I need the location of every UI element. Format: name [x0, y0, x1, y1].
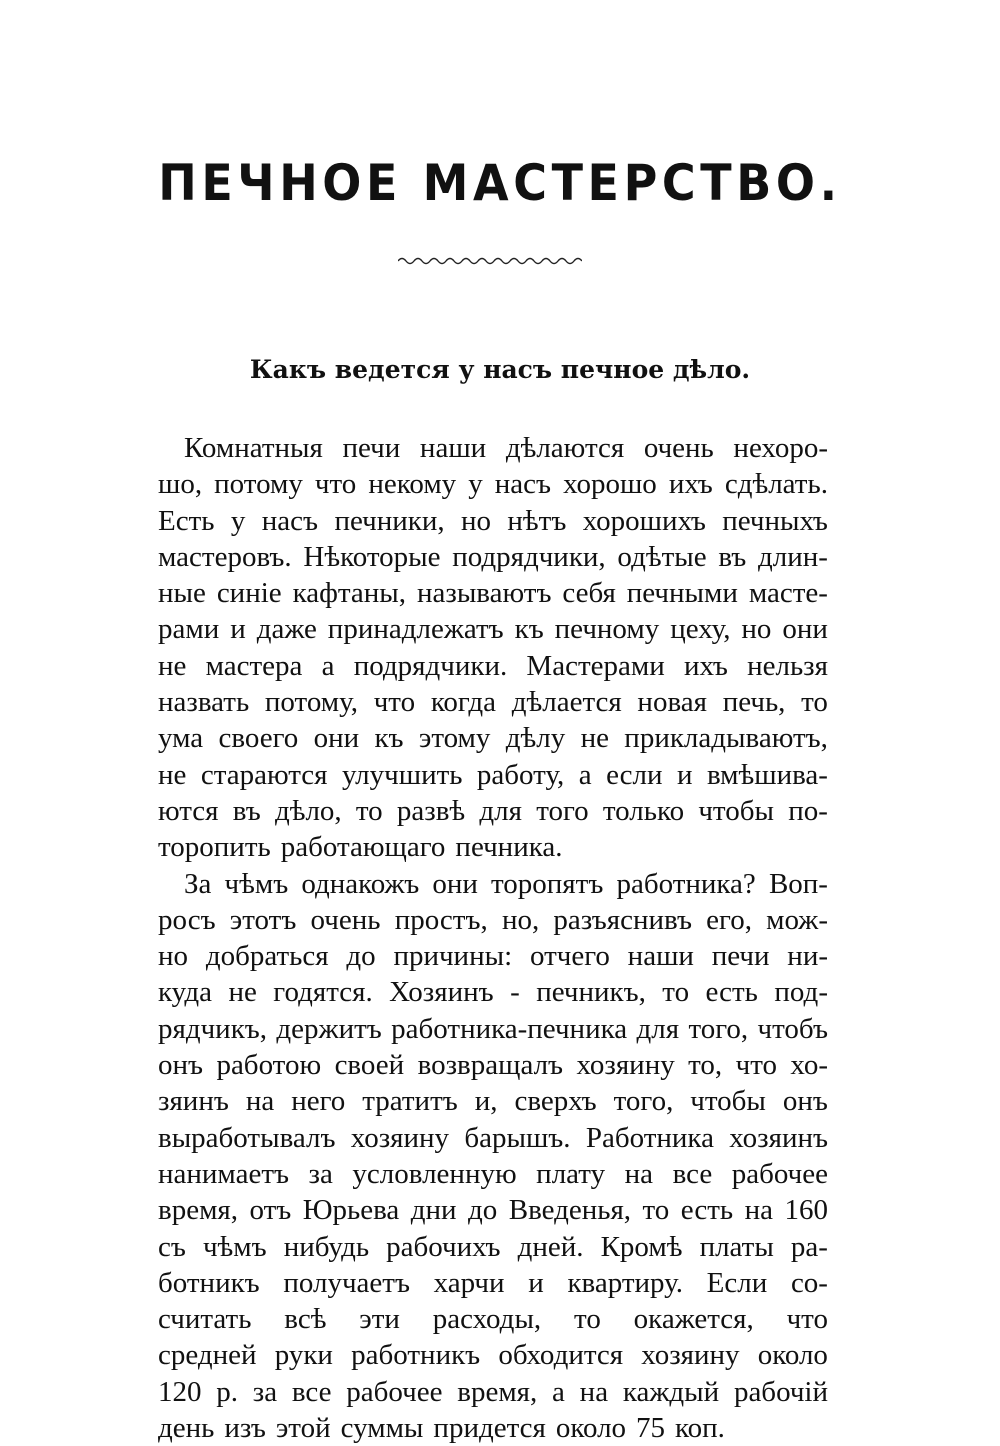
word: расходы,	[432, 1303, 542, 1336]
decorative-divider	[398, 254, 582, 268]
word: у	[468, 468, 483, 501]
word: работника?	[616, 867, 756, 900]
word: некому	[368, 468, 457, 501]
word: работника-печника	[391, 1012, 628, 1045]
word: За	[184, 867, 212, 900]
word: за	[308, 1157, 333, 1190]
word: росъ	[158, 903, 216, 936]
word: изъ	[224, 1412, 266, 1445]
word: дней.	[517, 1230, 584, 1263]
word: рабочихъ	[386, 1230, 501, 1263]
word: до	[468, 1194, 498, 1227]
word: вмѣшива-	[706, 758, 828, 791]
word: ихъ	[668, 468, 713, 501]
text-line	[158, 1229, 828, 1265]
word: рабочее	[346, 1375, 443, 1408]
text-line	[158, 1047, 828, 1083]
word: не	[158, 758, 187, 791]
word: новая	[637, 686, 707, 719]
body-text	[158, 430, 828, 1446]
word: держитъ	[276, 1012, 382, 1045]
word: чтобы	[690, 1085, 766, 1118]
word: подрядчики.	[353, 649, 508, 682]
word: и,	[474, 1085, 498, 1118]
word: чѣмъ	[202, 1230, 267, 1263]
word: всѣ	[284, 1303, 327, 1336]
word: но	[741, 613, 772, 646]
text-line	[158, 1265, 828, 1301]
word: нибудь	[283, 1230, 370, 1263]
word: плату	[536, 1157, 606, 1190]
word: хозяину	[350, 1121, 450, 1154]
word: то	[355, 794, 383, 827]
word: они	[782, 613, 828, 646]
word: рами	[158, 613, 220, 646]
word: нѣтъ	[507, 504, 567, 537]
word: не	[158, 649, 187, 682]
word: р.	[216, 1375, 239, 1408]
word: хорошихъ	[582, 504, 706, 537]
word: хо-	[790, 1049, 828, 1082]
word: наши	[419, 432, 487, 464]
word: харчи	[433, 1266, 505, 1299]
word: около	[757, 1339, 828, 1372]
word: печь,	[722, 686, 786, 719]
word: Если	[706, 1266, 768, 1299]
word: того,	[613, 1085, 674, 1118]
word: простъ,	[394, 903, 488, 936]
word: печными	[626, 577, 738, 610]
word: Есть	[158, 504, 215, 537]
chapter-title: ПЕЧНОЕ МАСТЕРСТВО.	[158, 154, 842, 212]
word: къ	[514, 613, 544, 646]
word: не	[228, 976, 257, 1009]
word: печники,	[334, 504, 445, 537]
word: квартиру.	[567, 1266, 683, 1299]
word: что	[786, 1303, 828, 1336]
word: возвращалъ	[417, 1049, 564, 1082]
word: дни	[410, 1194, 457, 1227]
word: ются	[158, 794, 219, 827]
word: средней	[158, 1339, 257, 1372]
word: къ	[374, 722, 404, 755]
word: до	[346, 940, 376, 973]
word: торопить	[158, 831, 271, 864]
word: а	[552, 1375, 565, 1408]
word: не	[580, 722, 609, 755]
text-line	[158, 866, 828, 902]
word: того	[536, 794, 589, 827]
word: прикладываютъ,	[624, 722, 828, 755]
word: и	[676, 758, 693, 791]
text-line	[158, 575, 828, 611]
word: ботникъ	[158, 1266, 260, 1299]
word: синіе	[216, 577, 282, 610]
word: окажется,	[633, 1303, 754, 1336]
word: ихъ	[683, 649, 728, 682]
word: разъяснивъ	[553, 903, 692, 936]
word: длин-	[758, 540, 828, 573]
word: масте-	[748, 577, 828, 610]
text-line	[158, 757, 828, 793]
word: этому	[418, 722, 491, 755]
word: нельзя	[747, 649, 828, 682]
word: на	[744, 1194, 773, 1227]
word: работающаго	[280, 831, 446, 864]
section-subtitle: Какъ ведется у насъ печное дѣло.	[249, 355, 751, 384]
word: 160	[784, 1194, 828, 1227]
word: то	[642, 1194, 670, 1227]
text-line	[158, 938, 828, 974]
word: кафтаны,	[292, 577, 407, 610]
word: время,	[158, 1194, 239, 1227]
word: нанимаетъ	[158, 1157, 289, 1190]
word: хозяину	[576, 1049, 675, 1082]
word: хозяину	[641, 1339, 740, 1372]
word: -	[510, 976, 520, 1009]
text-line	[158, 539, 828, 575]
word: того,	[688, 1012, 749, 1045]
word: куда	[158, 976, 212, 1009]
word: все	[672, 1157, 713, 1190]
word: насъ	[494, 468, 552, 501]
word: но	[158, 940, 189, 973]
word: рабочій	[733, 1375, 828, 1408]
word: работникъ	[351, 1339, 481, 1372]
word: этотъ	[229, 903, 297, 936]
text-line	[158, 720, 828, 756]
word: назвать	[158, 686, 250, 719]
word: ума	[158, 722, 204, 755]
word: мож-	[766, 903, 828, 936]
word: своей	[334, 1049, 405, 1082]
text-line	[158, 974, 828, 1010]
word: Комнатныя	[184, 432, 323, 464]
text-line	[158, 430, 828, 466]
word: печи	[342, 432, 401, 464]
word: руки	[274, 1339, 333, 1372]
word: дѣло,	[274, 794, 342, 827]
word: придется	[433, 1412, 546, 1445]
text-line	[158, 1120, 828, 1156]
word: своего	[218, 722, 299, 755]
word: считать	[158, 1303, 252, 1336]
word: причины:	[393, 940, 513, 973]
word: то	[801, 686, 828, 719]
word: подрядчики,	[452, 540, 606, 573]
word: ные	[158, 577, 206, 610]
text-line	[158, 684, 828, 720]
word: 120	[158, 1375, 202, 1408]
word: что	[735, 1049, 777, 1082]
word: то	[662, 976, 690, 1009]
word: него	[291, 1085, 346, 1118]
word: работою	[216, 1049, 322, 1082]
text-line	[158, 1374, 828, 1410]
word: для	[479, 794, 522, 827]
word: отъ	[249, 1194, 292, 1227]
text-line	[158, 1011, 828, 1047]
word: шо,	[158, 468, 203, 501]
word: онъ	[158, 1049, 204, 1082]
word: отчего	[529, 940, 610, 973]
word: въ	[718, 540, 747, 573]
word: мастера	[205, 649, 303, 682]
word: ни-	[787, 940, 828, 973]
text-line	[158, 902, 828, 938]
word: торопятъ	[491, 867, 604, 900]
word: Хозяинъ	[389, 976, 494, 1009]
word: себя	[562, 577, 616, 610]
word: хорошо	[563, 468, 657, 501]
word: но,	[501, 903, 540, 936]
word: онъ	[782, 1085, 828, 1118]
word: очень	[643, 432, 714, 464]
word: суммы	[340, 1412, 424, 1445]
word: что	[314, 468, 357, 501]
word: однакожъ	[301, 867, 420, 900]
word: очень	[310, 903, 381, 936]
word: барышъ.	[464, 1121, 571, 1154]
word: годятся.	[273, 976, 373, 1009]
text-line	[158, 611, 828, 647]
word: Работника	[585, 1121, 714, 1154]
word: получаетъ	[283, 1266, 410, 1299]
word: то	[574, 1303, 601, 1336]
word: печника.	[455, 831, 563, 864]
text-line	[158, 1301, 828, 1337]
word: есть	[705, 976, 758, 1009]
word: Воп-	[768, 867, 828, 900]
word: называютъ	[416, 577, 552, 610]
word: за	[252, 1375, 278, 1408]
word: на	[579, 1375, 609, 1408]
word: печныхъ	[722, 504, 828, 537]
word: дѣлу	[505, 722, 566, 755]
word: что	[373, 686, 416, 719]
word: если	[606, 758, 663, 791]
word: Кромѣ	[600, 1230, 683, 1263]
text-line	[158, 1083, 828, 1119]
word: под-	[774, 976, 828, 1009]
word: одѣтые	[617, 540, 707, 573]
word: каждый	[622, 1375, 720, 1408]
word: съ	[158, 1230, 186, 1263]
text-line	[158, 1192, 828, 1228]
word: сдѣлать.	[724, 468, 828, 501]
word: и	[230, 613, 246, 646]
word: насъ	[261, 504, 319, 537]
word: у	[230, 504, 246, 537]
word: со-	[790, 1266, 828, 1299]
word: когда	[430, 686, 497, 719]
word: платы	[699, 1230, 774, 1263]
word: въ	[232, 794, 261, 827]
word: развѣ	[396, 794, 466, 827]
word: рабочее	[731, 1157, 828, 1190]
word: цеху,	[670, 613, 731, 646]
word: выработывалъ	[158, 1121, 336, 1154]
word: даже	[256, 613, 317, 646]
word: потому,	[264, 686, 358, 719]
word: хозяинъ	[729, 1121, 828, 1154]
word: печникъ,	[536, 976, 646, 1009]
word: улучшить	[341, 758, 463, 791]
word: мастеровъ.	[158, 540, 292, 573]
text-line	[158, 829, 828, 865]
word: они	[313, 722, 360, 755]
word: эти	[359, 1303, 400, 1336]
word: этой	[275, 1412, 331, 1445]
text-line	[158, 1410, 828, 1446]
word: условленную	[352, 1157, 517, 1190]
word: время,	[457, 1375, 538, 1408]
word: но	[460, 504, 492, 537]
word: работу,	[476, 758, 565, 791]
text-line	[158, 648, 828, 684]
word: чѣмъ	[224, 867, 289, 900]
word: Юрьева	[302, 1194, 400, 1227]
text-line	[158, 466, 828, 502]
word: а	[578, 758, 592, 791]
word: тратитъ	[362, 1085, 458, 1118]
word: дѣлается	[511, 686, 622, 719]
word: ра-	[790, 1230, 828, 1263]
word: Введенья,	[508, 1194, 632, 1227]
text-line	[158, 793, 828, 829]
word: чтобъ	[757, 1012, 828, 1045]
word: сверхъ	[514, 1085, 597, 1118]
word: они	[432, 867, 478, 900]
word: Нѣкоторые	[303, 540, 441, 573]
word: и	[528, 1266, 544, 1299]
word: печи	[711, 940, 770, 973]
word: около	[555, 1412, 627, 1445]
word: а	[321, 649, 335, 682]
text-line	[158, 503, 828, 539]
word: обходится	[498, 1339, 624, 1372]
word: Мастерами	[526, 649, 665, 682]
word: принадлежатъ	[327, 613, 504, 646]
word: то,	[688, 1049, 723, 1082]
word: по-	[788, 794, 828, 827]
word: на	[245, 1085, 275, 1118]
word: только	[602, 794, 685, 827]
word: рядчикъ,	[158, 1012, 268, 1045]
word: наши	[627, 940, 694, 973]
word: на	[624, 1157, 654, 1190]
word: коп.	[675, 1412, 725, 1445]
text-line	[158, 1156, 828, 1192]
word: печному	[554, 613, 660, 646]
text-line	[158, 1337, 828, 1373]
word: для	[636, 1012, 680, 1045]
word: добраться	[205, 940, 329, 973]
word: чтобы	[698, 794, 774, 827]
word: дѣлаются	[505, 432, 625, 464]
word: 75	[636, 1412, 666, 1445]
word: стараются	[200, 758, 328, 791]
word: нехоро-	[733, 432, 828, 464]
word: потому	[214, 468, 303, 501]
word: все	[291, 1375, 332, 1408]
word: зяинъ	[158, 1085, 229, 1118]
word: есть	[680, 1194, 734, 1227]
word: его,	[706, 903, 752, 936]
word: день	[158, 1412, 215, 1445]
